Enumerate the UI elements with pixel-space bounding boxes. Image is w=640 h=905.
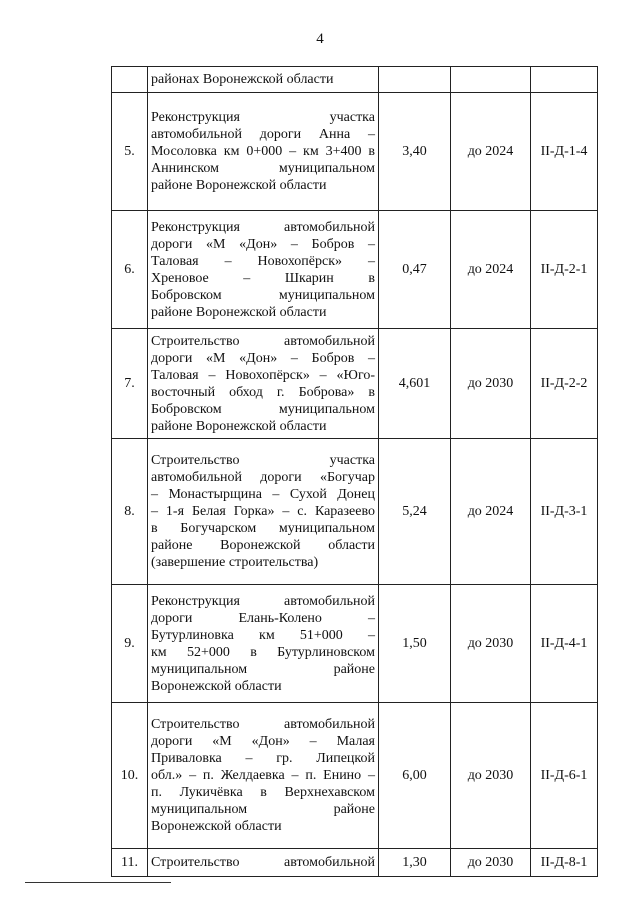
completion-term: до 2024 (451, 211, 531, 329)
description-line: Хреновое – Шкарин в (151, 270, 375, 286)
row-number: 8. (112, 439, 148, 585)
description-line: Строительство автомобильной (151, 717, 375, 732)
description-line: Таловая – Новохопёрск» – (151, 253, 375, 269)
description-line: районе Воронежской области (151, 538, 375, 553)
description-line: Бобровском муниципальном (151, 287, 375, 303)
description-line: автомобильной дороги «Богучар (151, 470, 375, 485)
project-code: II-Д-1-4 (531, 93, 598, 211)
row-number: 5. (112, 93, 148, 211)
table-row (112, 211, 598, 329)
description-line: Бобровском муниципальном (151, 401, 375, 417)
description-line: Строительство участка (151, 453, 375, 468)
description-line: районах Воронежской области (151, 72, 334, 87)
project-code: II-Д-2-1 (531, 211, 598, 329)
description-line: районе Воронежской области (151, 418, 327, 434)
description-line: в Богучарском муниципальном (151, 521, 375, 536)
road-length: 0,47 (379, 211, 451, 329)
description-line: п. Лукичёвка в Верхнехавском (151, 785, 375, 800)
description-line: Приваловка – гр. Липецкой (151, 751, 375, 766)
road-projects-table (111, 66, 598, 877)
description-line: Аннинском муниципальном (151, 161, 375, 176)
description-line: Строительство автомобильной (151, 333, 375, 349)
road-description (148, 93, 379, 211)
table-row (112, 67, 598, 93)
description-line: Реконструкция автомобильной (151, 593, 375, 609)
description-line: – Монастырщина – Сухой Донец (151, 487, 375, 502)
footnote-separator (25, 882, 171, 883)
project-code: II-Д-8-1 (531, 849, 598, 877)
project-code (531, 67, 598, 93)
row-number: 7. (112, 329, 148, 439)
row-number: 6. (112, 211, 148, 329)
description-line: – 1-я Белая Горка» – с. Каразеево (151, 504, 375, 519)
table-row (112, 703, 598, 849)
description-line: восточный обход г. Боброва» в (151, 384, 375, 400)
road-length: 3,40 (379, 93, 451, 211)
road-description (148, 849, 379, 877)
description-line: дороги «М «Дон» – Малая (151, 734, 375, 749)
road-description (148, 67, 379, 93)
road-description (148, 585, 379, 703)
description-line: районе Воронежской области (151, 304, 327, 320)
completion-term (451, 67, 531, 93)
description-line: дороги «М «Дон» – Бобров – (151, 350, 375, 366)
description-line: Воронежской области (151, 678, 282, 694)
completion-term: до 2024 (451, 93, 531, 211)
description-line: обл.» – п. Желдаевка – п. Енино – (151, 768, 375, 783)
description-line: Реконструкция автомобильной (151, 219, 375, 235)
road-description (148, 439, 379, 585)
road-description (148, 703, 379, 849)
table-row (112, 329, 598, 439)
project-code: II-Д-3-1 (531, 439, 598, 585)
road-description (148, 329, 379, 439)
page-number: 4 (316, 31, 324, 47)
project-code: II-Д-6-1 (531, 703, 598, 849)
description-line: Воронежской области (151, 819, 282, 834)
table-row (112, 439, 598, 585)
road-length (379, 67, 451, 93)
project-code: II-Д-2-2 (531, 329, 598, 439)
project-code: II-Д-4-1 (531, 585, 598, 703)
completion-term: до 2030 (451, 849, 531, 877)
row-number: 10. (112, 703, 148, 849)
description-line: районе Воронежской области (151, 178, 327, 193)
road-length: 6,00 (379, 703, 451, 849)
description-line: Таловая – Новохопёрск» – «Юго- (151, 367, 375, 383)
description-line: (завершение строительства) (151, 555, 319, 570)
road-length: 1,30 (379, 849, 451, 877)
road-length: 4,601 (379, 329, 451, 439)
completion-term: до 2030 (451, 329, 531, 439)
table-row (112, 849, 598, 877)
description-line: Строительство автомобильной (151, 855, 375, 870)
completion-term: до 2030 (451, 585, 531, 703)
row-number: 11. (112, 849, 148, 877)
description-line: муниципальном районе (151, 661, 375, 677)
description-line: Мосоловка км 0+000 – км 3+400 в (151, 144, 375, 159)
completion-term: до 2030 (451, 703, 531, 849)
road-description (148, 211, 379, 329)
row-number: 9. (112, 585, 148, 703)
road-length: 5,24 (379, 439, 451, 585)
description-line: Бутурлиновка км 51+000 – (151, 627, 375, 643)
description-line: дороги «М «Дон» – Бобров – (151, 236, 375, 252)
road-length: 1,50 (379, 585, 451, 703)
table-row (112, 585, 598, 703)
table-row (112, 93, 598, 211)
row-number (112, 67, 148, 93)
description-line: км 52+000 в Бутурлиновском (151, 644, 375, 660)
description-line: муниципальном районе (151, 802, 375, 817)
description-line: автомобильной дороги Анна – (151, 127, 375, 142)
description-line: Реконструкция участка (151, 110, 375, 125)
description-line: дороги Елань-Колено – (151, 610, 375, 626)
completion-term: до 2024 (451, 439, 531, 585)
